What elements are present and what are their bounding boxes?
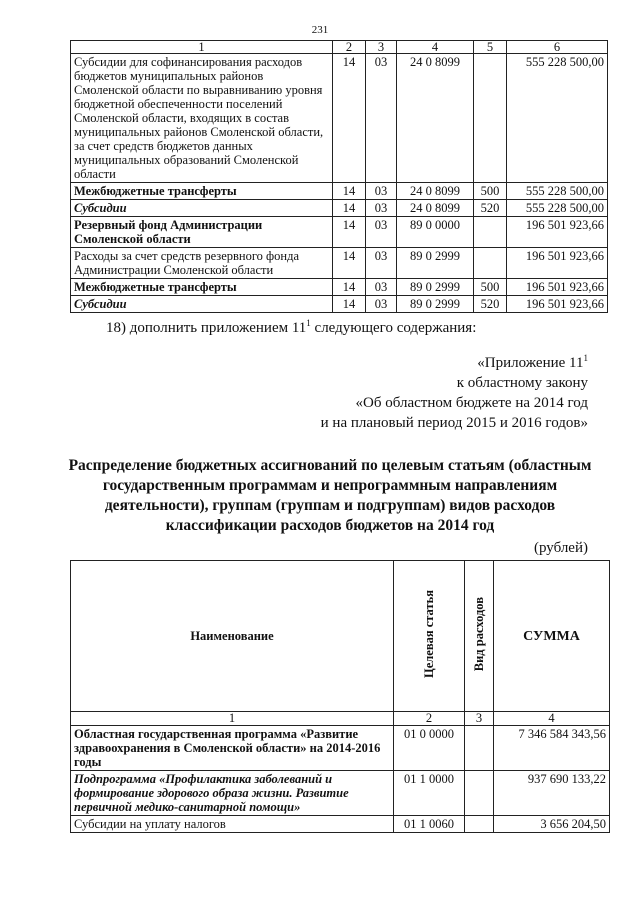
document-title	[60, 456, 600, 536]
col-header: 2	[333, 41, 366, 54]
table-row	[71, 279, 608, 296]
allocation-table	[70, 560, 610, 833]
row-target: 89 0 0000	[397, 217, 474, 248]
row-target: 01 1 0000	[394, 771, 465, 816]
row-subsection: 03	[366, 248, 397, 279]
row-subsection: 03	[366, 200, 397, 217]
table-row	[71, 183, 608, 200]
row-name: Подпрограмма «Профилактика заболеваний и формирование здорового образа жизни. Развитие первичной медико-санитарной помощи»	[71, 771, 394, 816]
col-header: 1	[71, 41, 333, 54]
budget-table-top	[70, 40, 608, 313]
column-number: 1	[71, 712, 394, 726]
row-subsection: 03	[366, 296, 397, 313]
row-section: 14	[333, 296, 366, 313]
row-section: 14	[333, 200, 366, 217]
row-type	[474, 248, 507, 279]
appendix-line-1	[321, 348, 588, 373]
row-type: 520	[474, 296, 507, 313]
row-section: 14	[333, 217, 366, 248]
row-name: Субсидии	[71, 296, 333, 313]
table-row	[71, 726, 610, 771]
col-header: 3	[366, 41, 397, 54]
row-type	[465, 771, 494, 816]
row-type: 500	[474, 183, 507, 200]
row-name: Межбюджетные трансферты	[71, 279, 333, 296]
row-name: Межбюджетные трансферты	[71, 183, 333, 200]
appendix-header	[321, 348, 588, 433]
row-sum: 555 228 500,00	[507, 183, 608, 200]
sum-column-header	[494, 561, 610, 712]
table-row	[71, 200, 608, 217]
row-target: 24 0 8099	[397, 200, 474, 217]
table-row	[71, 248, 608, 279]
appendix-superscript: 1	[583, 353, 588, 363]
row-subsection: 03	[366, 217, 397, 248]
col-header: 6	[507, 41, 608, 54]
row-target: 01 0 0000	[394, 726, 465, 771]
table-header-row	[71, 41, 608, 54]
target-column-label: Целевая статья	[422, 590, 436, 679]
row-sum: 196 501 923,66	[507, 296, 608, 313]
title-line-2: государственным программам и непрограммным направлениям	[102, 477, 558, 494]
row-sum: 196 501 923,66	[507, 279, 608, 296]
table-row	[71, 217, 608, 248]
row-subsection: 03	[366, 183, 397, 200]
row-target: 89 0 2999	[397, 248, 474, 279]
page-number: 231	[311, 24, 329, 36]
paragraph-text-end: следующего содержания:	[310, 320, 477, 336]
column-number: 3	[465, 712, 494, 726]
column-number: 2	[394, 712, 465, 726]
row-name: Субсидии	[71, 200, 333, 217]
row-target: 24 0 8099	[397, 183, 474, 200]
row-sum: 3 656 204,50	[494, 816, 610, 833]
title-line-4: классификации расходов бюджетов на 2014 год	[165, 517, 495, 534]
row-sum: 196 501 923,66	[507, 217, 608, 248]
paragraph-text: 18) дополнить приложением 11	[106, 320, 307, 336]
row-target: 24 0 8099	[397, 54, 474, 183]
col-header: 4	[397, 41, 474, 54]
table-row	[71, 296, 608, 313]
sum-column-label: СУММА	[523, 628, 580, 644]
amendment-paragraph	[106, 318, 476, 337]
row-type: 520	[474, 200, 507, 217]
appendix-line-2: к областному закону	[456, 375, 588, 391]
type-column-label: Вид расходов	[472, 597, 486, 672]
row-sum: 7 346 584 343,56	[494, 726, 610, 771]
appendix-title: «Приложение 11	[477, 355, 584, 371]
appendix-line-4: и на плановый период 2015 и 2016 годов»	[320, 415, 588, 431]
row-type	[465, 816, 494, 833]
row-type	[474, 54, 507, 183]
row-name: Областная государственная программа «Развитие здравоохранения в Смоленской области» на 2014-2016 годы	[71, 726, 394, 771]
paragraph-superscript: 1	[306, 318, 311, 328]
row-type	[474, 217, 507, 248]
row-section: 14	[333, 248, 366, 279]
col-header: 5	[474, 41, 507, 54]
row-name: Расходы за счет средств резервного фонда Администрации Смоленской области	[71, 248, 333, 279]
row-target: 01 1 0060	[394, 816, 465, 833]
column-number-row	[71, 712, 610, 726]
row-section: 14	[333, 54, 366, 183]
row-type: 500	[474, 279, 507, 296]
name-column-header: Наименование	[71, 561, 394, 712]
title-line-3: деятельности), группам (группам и подгруппам) видов расходов	[104, 497, 556, 514]
row-target: 89 0 2999	[397, 279, 474, 296]
row-subsection: 03	[366, 54, 397, 183]
row-target: 89 0 2999	[397, 296, 474, 313]
row-name: Субсидии для софинансирования расходов бюджетов муниципальных районов Смоленской области по выравниванию уровня бюджетной обеспеченности поселений Смоленской области, входящих в состав муниципальных районов Смоленской области, за счет средств бюджетов данных муниципальных образований Смоленской области	[71, 54, 333, 183]
row-section: 14	[333, 183, 366, 200]
row-subsection: 03	[366, 279, 397, 296]
appendix-line-3: «Об областном бюджете на 2014 год	[355, 395, 588, 411]
row-name: Субсидии на уплату налогов	[71, 816, 394, 833]
row-type	[465, 726, 494, 771]
row-sum: 937 690 133,22	[494, 771, 610, 816]
row-sum: 555 228 500,00	[507, 54, 608, 183]
table-row	[71, 771, 610, 816]
table-header-row	[71, 561, 610, 712]
table-row	[71, 816, 610, 833]
title-line-1: Распределение бюджетных ассигнований по целевым статьям (областным	[68, 457, 592, 474]
column-number: 4	[494, 712, 610, 726]
row-section: 14	[333, 279, 366, 296]
table-row	[71, 54, 608, 183]
type-column-header	[465, 561, 494, 712]
row-name: Резервный фонд Администрации Смоленской области	[71, 217, 333, 248]
units-label: (рублей)	[533, 540, 588, 556]
target-column-header	[394, 561, 465, 712]
row-sum: 555 228 500,00	[507, 200, 608, 217]
row-sum: 196 501 923,66	[507, 248, 608, 279]
